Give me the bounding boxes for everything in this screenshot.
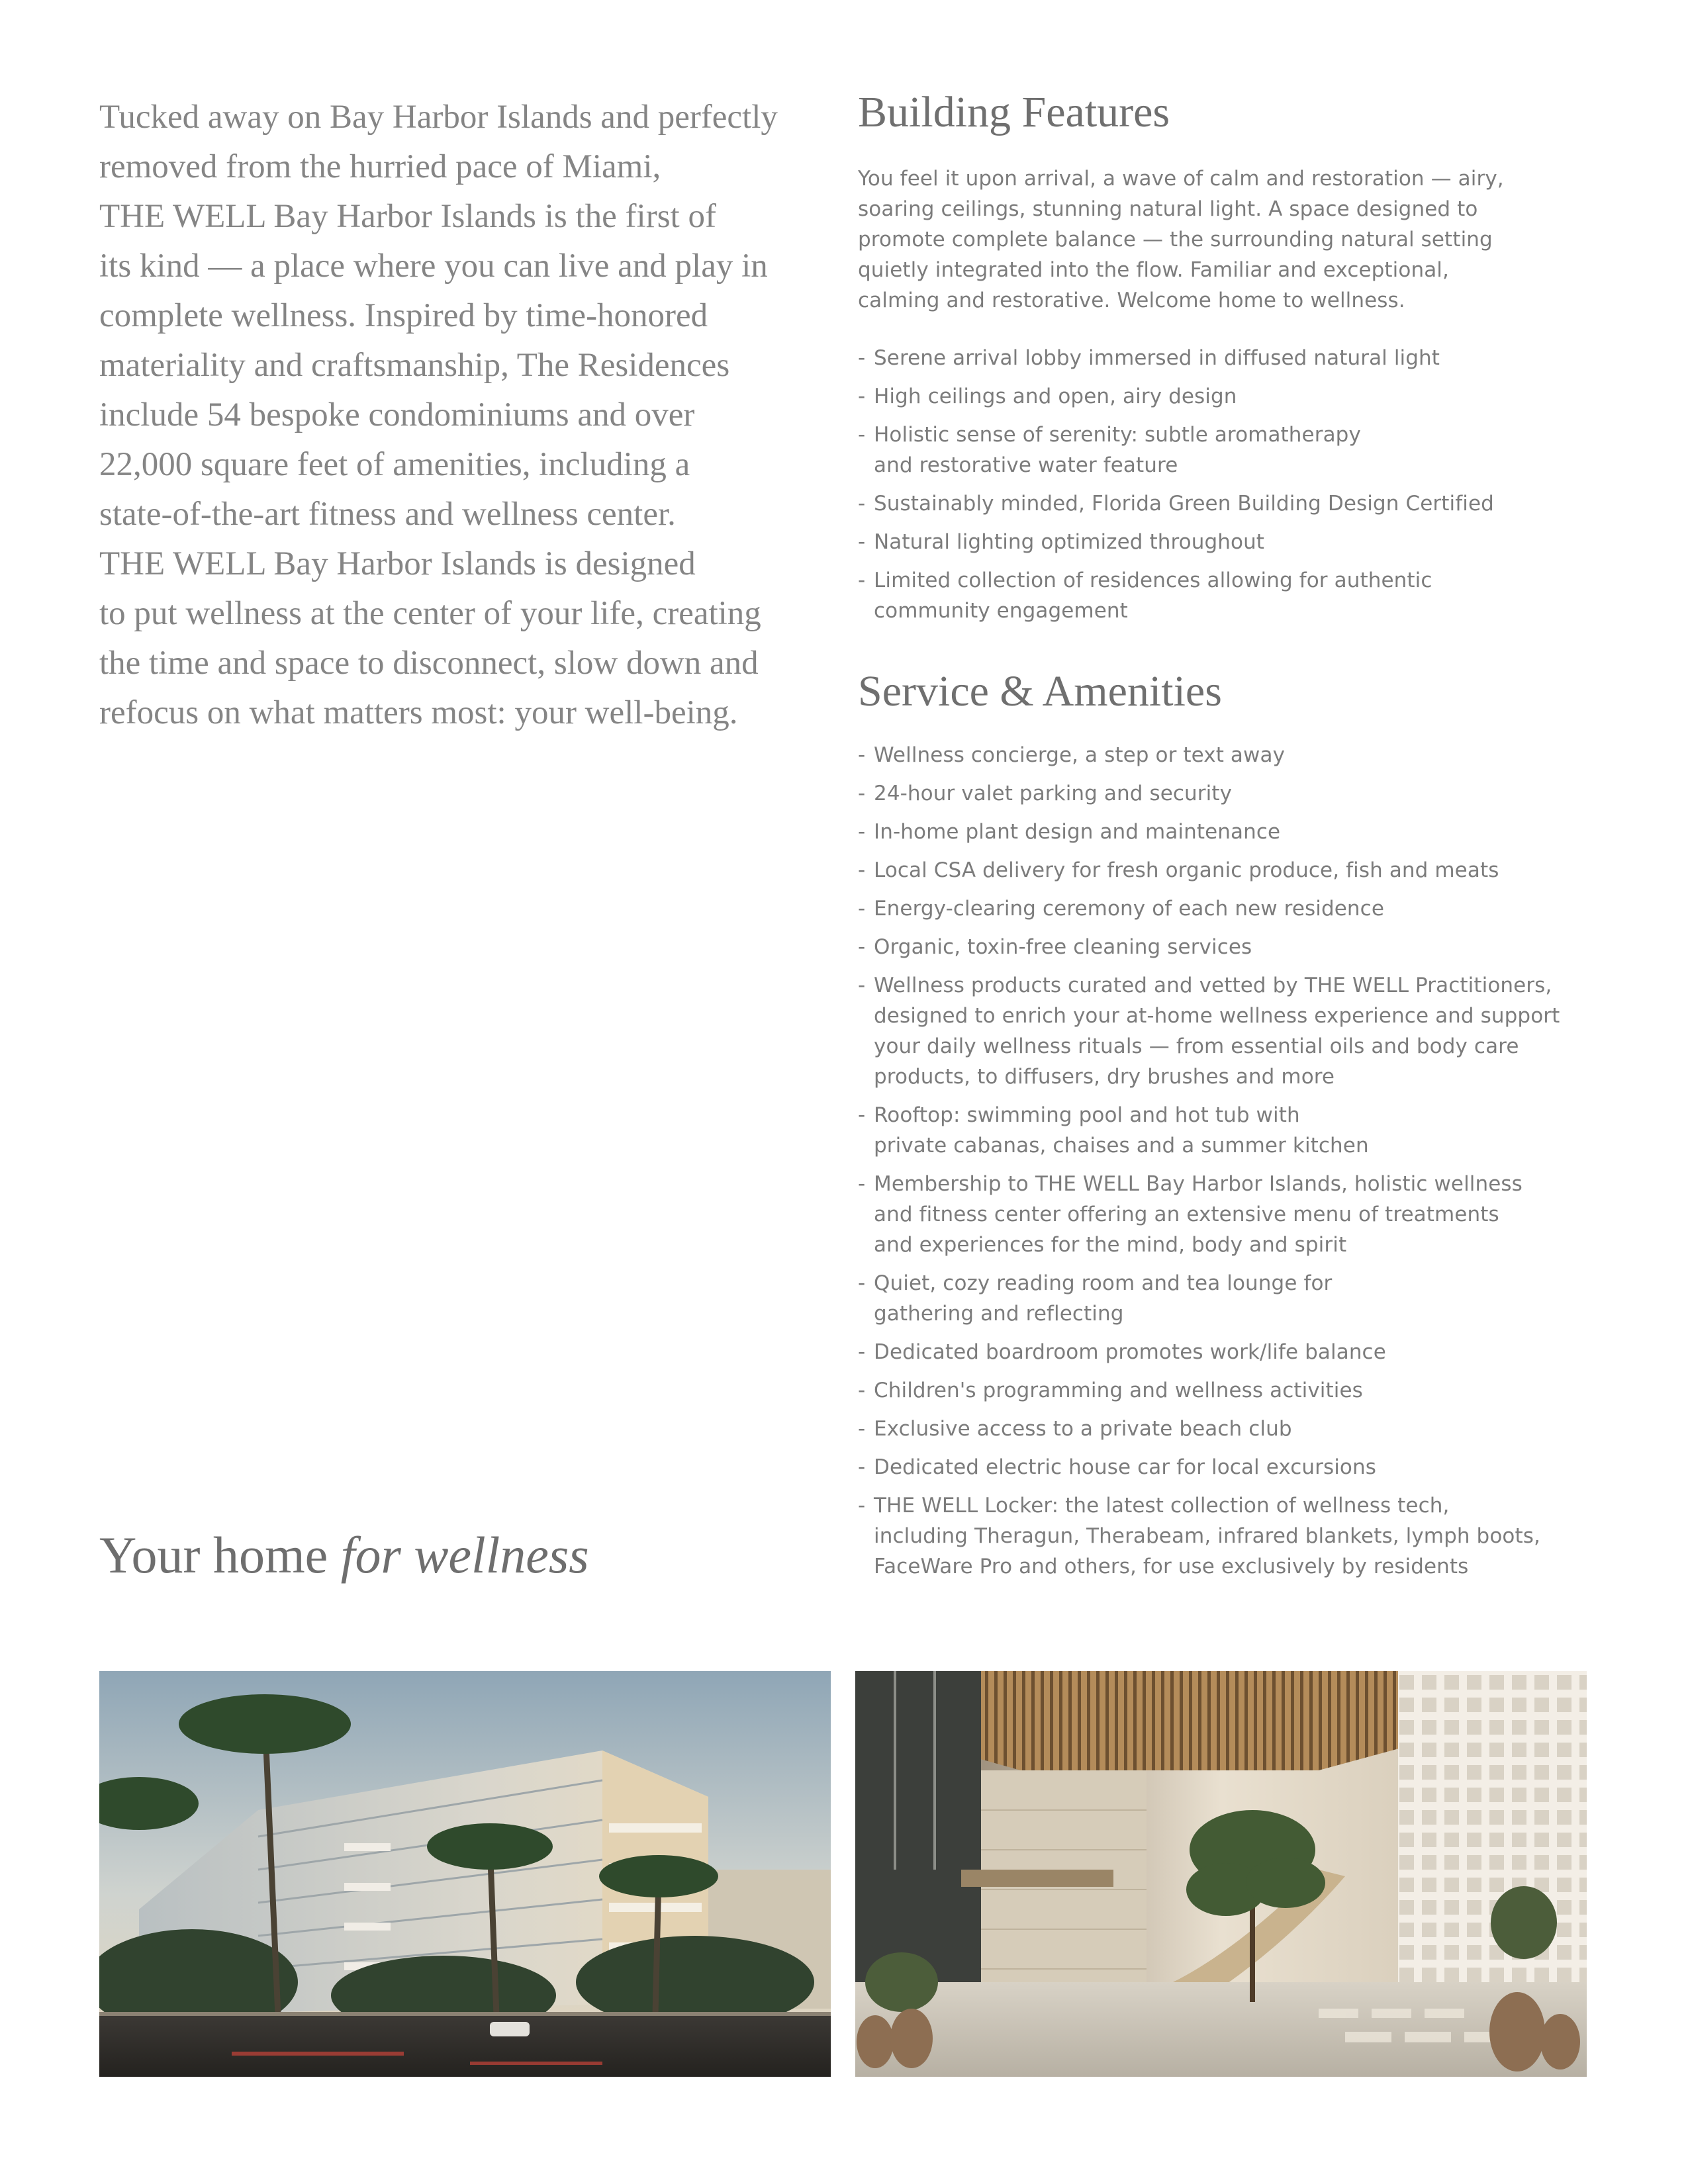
intro-line: THE WELL Bay Harbor Islands is designed [99,545,696,582]
list-item [858,778,1560,809]
list-item-line: - Natural lighting optimized throughout [874,530,1265,554]
list-item-line: and fitness center offering an extensive menu of treatments [874,1203,1499,1226]
list-item-line: FaceWare Pro and others, for use exclusively by residents [874,1555,1469,1578]
building-exterior-photo [99,1671,831,2077]
list-item-line: - Membership to THE WELL Bay Harbor Islands, holistic wellness [874,1172,1523,1196]
list-item-line: designed to enrich your at-home wellness experience and support [874,1004,1560,1028]
list-item-line: - Limited collection of residences allowing for authentic [874,569,1432,592]
list-item-line: - Serene arrival lobby immersed in diffused natural light [874,346,1440,370]
list-item-line: - Dedicated boardroom promotes work/life balance [874,1340,1386,1364]
list-item-line: private cabanas, chaises and a summer kitchen [874,1134,1369,1158]
list-item-line: - Rooftop: swimming pool and hot tub with [874,1103,1300,1127]
list-item-line: and restorative water feature [874,453,1178,477]
list-item-line: - Children's programming and wellness activities [874,1379,1363,1402]
list-item-line: - 24-hour valet parking and security [874,782,1233,805]
list-item-line: - Wellness products curated and vetted by THE WELL Practitioners, [874,974,1552,997]
building-features-title: Building Features [858,88,1170,136]
intro-line: Tucked away on Bay Harbor Islands and perfectly [99,99,778,136]
building-features-list [858,343,1494,634]
list-item-line: your daily wellness rituals — from essential oils and body care [874,1034,1519,1058]
list-item [858,1337,1560,1367]
list-item-line: - Exclusive access to a private beach club [874,1417,1292,1441]
list-item-line: including Theragun, Therabeam, infrared blankets, lymph boots, [874,1524,1540,1548]
list-item-line: - Quiet, cozy reading room and tea lounge for [874,1271,1333,1295]
list-item [858,1452,1560,1482]
list-item [858,817,1560,847]
list-item-line: - Wellness concierge, a step or text away [874,743,1286,767]
list-item-line: products, to diffusers, dry brushes and more [874,1065,1335,1089]
list-item [858,1375,1560,1406]
building-exterior-illustration [99,1671,831,2077]
tagline-plain: Your home [99,1526,341,1584]
intro-line: materiality and craftsmanship, The Residences [99,347,730,384]
intro-line: quietly integrated into the flow. Familiar and exceptional, [858,258,1449,282]
list-item-line: - Energy-clearing ceremony of each new residence [874,897,1384,921]
intro-line: the time and space to disconnect, slow down and [99,645,759,682]
list-item-line: community engagement [874,599,1128,623]
intro-line: to put wellness at the center of your life, creating [99,595,761,632]
list-item-line: and experiences for the mind, body and spirit [874,1233,1347,1257]
list-item [858,420,1494,480]
intro-paragraph [99,93,808,738]
list-item [858,855,1560,886]
lobby-interior-photo [855,1671,1587,2077]
intro-line: refocus on what matters most: your well-being. [99,694,738,731]
building-features-intro [858,163,1504,316]
list-item [858,565,1494,626]
list-item [858,970,1560,1092]
list-item [858,1169,1560,1260]
list-item [858,740,1560,770]
intro-line: include 54 bespoke condominiums and over [99,396,695,433]
list-item [858,1490,1560,1582]
list-item [858,343,1494,373]
list-item-line: - Local CSA delivery for fresh organic produce, fish and meats [874,858,1499,882]
list-item-line: - Sustainably minded, Florida Green Building Design Certified [874,492,1494,516]
list-item [858,488,1494,519]
tagline-italic: for wellness [340,1526,589,1584]
intro-line: THE WELL Bay Harbor Islands is the first of [99,198,716,235]
list-item [858,893,1560,924]
tagline-heading [99,1525,589,1585]
intro-line: You feel it upon arrival, a wave of calm and restoration — airy, [858,167,1504,191]
intro-line: calming and restorative. Welcome home to wellness. [858,289,1405,312]
intro-line: 22,000 square feet of amenities, including a [99,446,690,483]
list-item [858,932,1560,962]
list-item-line: - Organic, toxin-free cleaning services [874,935,1252,959]
list-item [858,381,1494,412]
list-item-line: - Holistic sense of serenity: subtle aromatherapy [874,423,1361,447]
list-item-line: - High ceilings and open, airy design [874,385,1237,408]
list-item-line: - Dedicated electric house car for local excursions [874,1455,1376,1479]
lobby-interior-illustration [855,1671,1587,2077]
intro-line: its kind — a place where you can live and play in [99,248,768,285]
intro-line: removed from the hurried pace of Miami, [99,148,661,185]
list-item-line: gathering and reflecting [874,1302,1124,1326]
list-item [858,1414,1560,1444]
list-item [858,1100,1560,1161]
service-amenities-title: Service & Amenities [858,667,1222,715]
list-item [858,1268,1560,1329]
intro-line: soaring ceilings, stunning natural light. A space designed to [858,197,1478,221]
intro-line: promote complete balance — the surrounding natural setting [858,228,1493,251]
list-item-line: - THE WELL Locker: the latest collection of wellness tech, [874,1494,1450,1518]
intro-line: complete wellness. Inspired by time-honored [99,297,708,334]
intro-line: state-of-the-art fitness and wellness center. [99,496,676,533]
list-item-line: - In-home plant design and maintenance [874,820,1281,844]
list-item [858,527,1494,557]
service-amenities-list [858,740,1560,1590]
